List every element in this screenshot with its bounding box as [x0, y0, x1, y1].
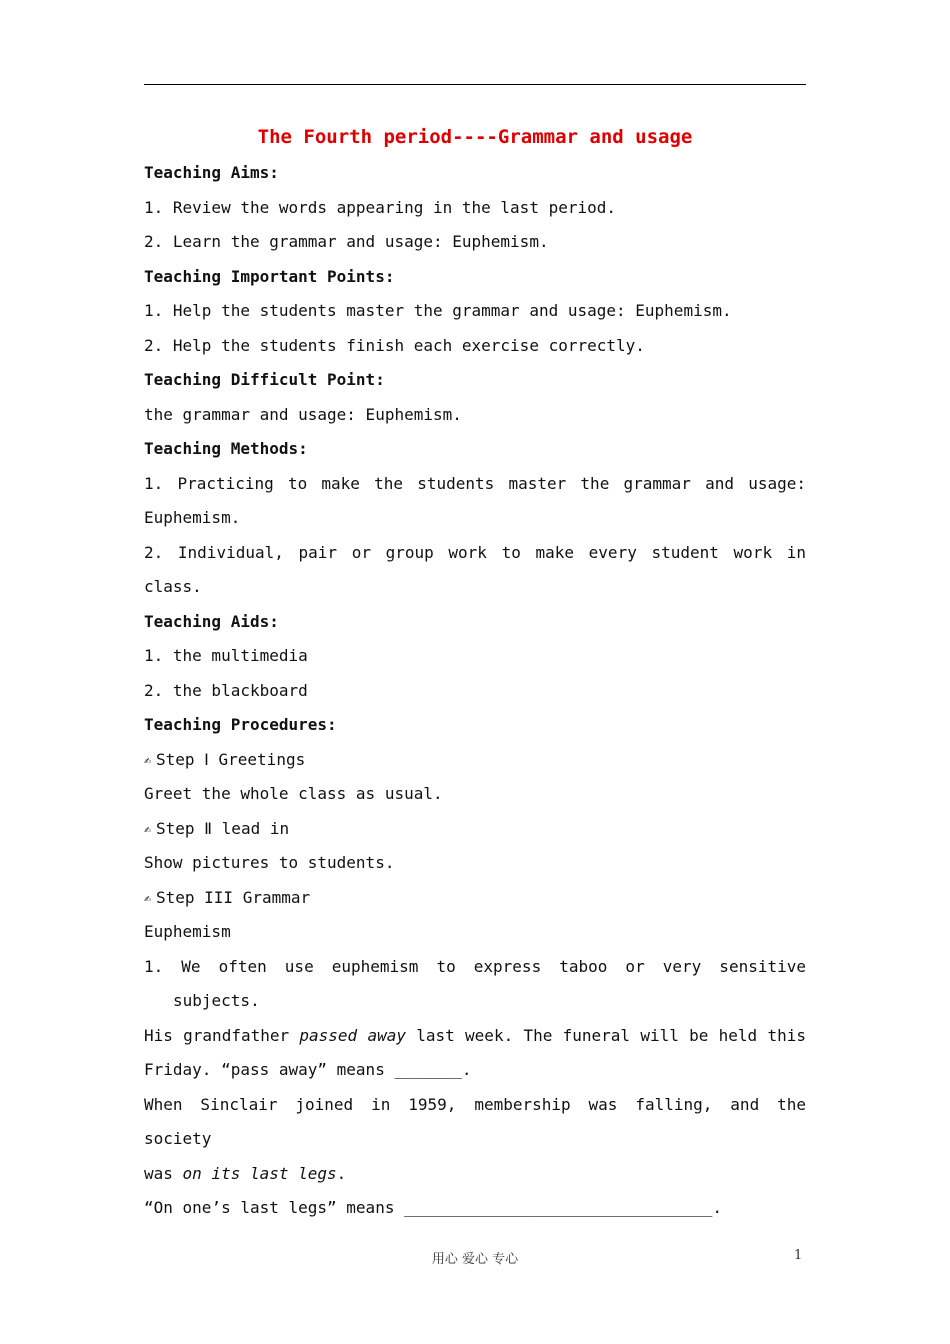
document-body — [144, 122, 806, 1226]
important-points-heading: Teaching Important Points: — [144, 266, 395, 286]
aids-heading: Teaching Aids: — [144, 611, 279, 631]
example-1-italic: passed away — [299, 1025, 406, 1045]
aid-1: 1. the multimedia — [144, 646, 308, 665]
example-2-line-2 — [144, 1157, 806, 1192]
step-2-title — [144, 812, 806, 847]
important-point-2: 2. Help the students finish each exercise correctly. — [144, 335, 645, 355]
procedures-heading: Teaching Procedures: — [144, 715, 337, 734]
example-1-line-1 — [144, 1019, 806, 1054]
methods-heading: Teaching Methods: — [144, 439, 308, 458]
method-1-line-1: 1. Practicing to make the students master the grammar and usage: — [144, 473, 806, 493]
page-number: 1 — [794, 1248, 803, 1263]
step-1-title — [144, 743, 806, 778]
aims-item-2: 2. Learn the grammar and usage: Euphemism. — [144, 232, 549, 251]
aid-2: 2. the blackboard — [144, 680, 308, 700]
difficult-point-heading: Teaching Difficult Point: — [144, 370, 385, 389]
example-2-italic: on its last legs — [182, 1163, 337, 1183]
writing-hand-icon: ✍ — [144, 752, 152, 767]
step-3-subtitle: Euphemism — [144, 922, 231, 941]
example-1-line-2: Friday. “pass away” means _______. — [144, 1060, 472, 1079]
step-1-text: Greet the whole class as usual. — [144, 784, 443, 803]
method-2-line-1: 2. Individual, pair or group work to make every student work in — [144, 542, 806, 562]
writing-hand-icon: ✍ — [144, 890, 152, 905]
step-2-label: Step Ⅱ lead in — [156, 818, 290, 838]
header-rule — [144, 84, 806, 85]
aims-heading: Teaching Aims: — [144, 163, 279, 182]
step-1-label: Step Ⅰ Greetings — [156, 749, 306, 769]
example-1-before: His grandfather — [144, 1025, 300, 1045]
example-2-line-1: When Sinclair joined in 1959, membership was falling, and the society — [144, 1094, 806, 1148]
example-2-question: “On one’s last legs” means ________________________________. — [144, 1198, 722, 1217]
important-point-1: 1. Help the students master the grammar and usage: Euphemism. — [144, 301, 732, 320]
footer-motto: 用心 爱心 专心 — [431, 1252, 519, 1267]
step-3-label: Step III Grammar — [156, 887, 311, 907]
writing-hand-icon: ✍ — [144, 821, 152, 836]
method-1-line-2: Euphemism. — [144, 508, 241, 527]
difficult-point-text: the grammar and usage: Euphemism. — [144, 404, 462, 424]
example-2-after: . — [336, 1163, 347, 1183]
point-1-line-1: 1. We often use euphemism to express taboo or very sensitive — [144, 956, 806, 976]
method-2-line-2: class. — [144, 577, 202, 596]
example-2-before: was — [144, 1163, 183, 1183]
step-3-title — [144, 881, 806, 916]
step-2-text: Show pictures to students. — [144, 853, 395, 872]
example-1-after: last week. The funeral will be held this — [405, 1025, 806, 1045]
page-title: The Fourth period----Grammar and usage — [257, 126, 693, 148]
point-1-line-2: subjects. — [173, 991, 260, 1010]
aims-item-1: 1. Review the words appearing in the last period. — [144, 197, 617, 217]
